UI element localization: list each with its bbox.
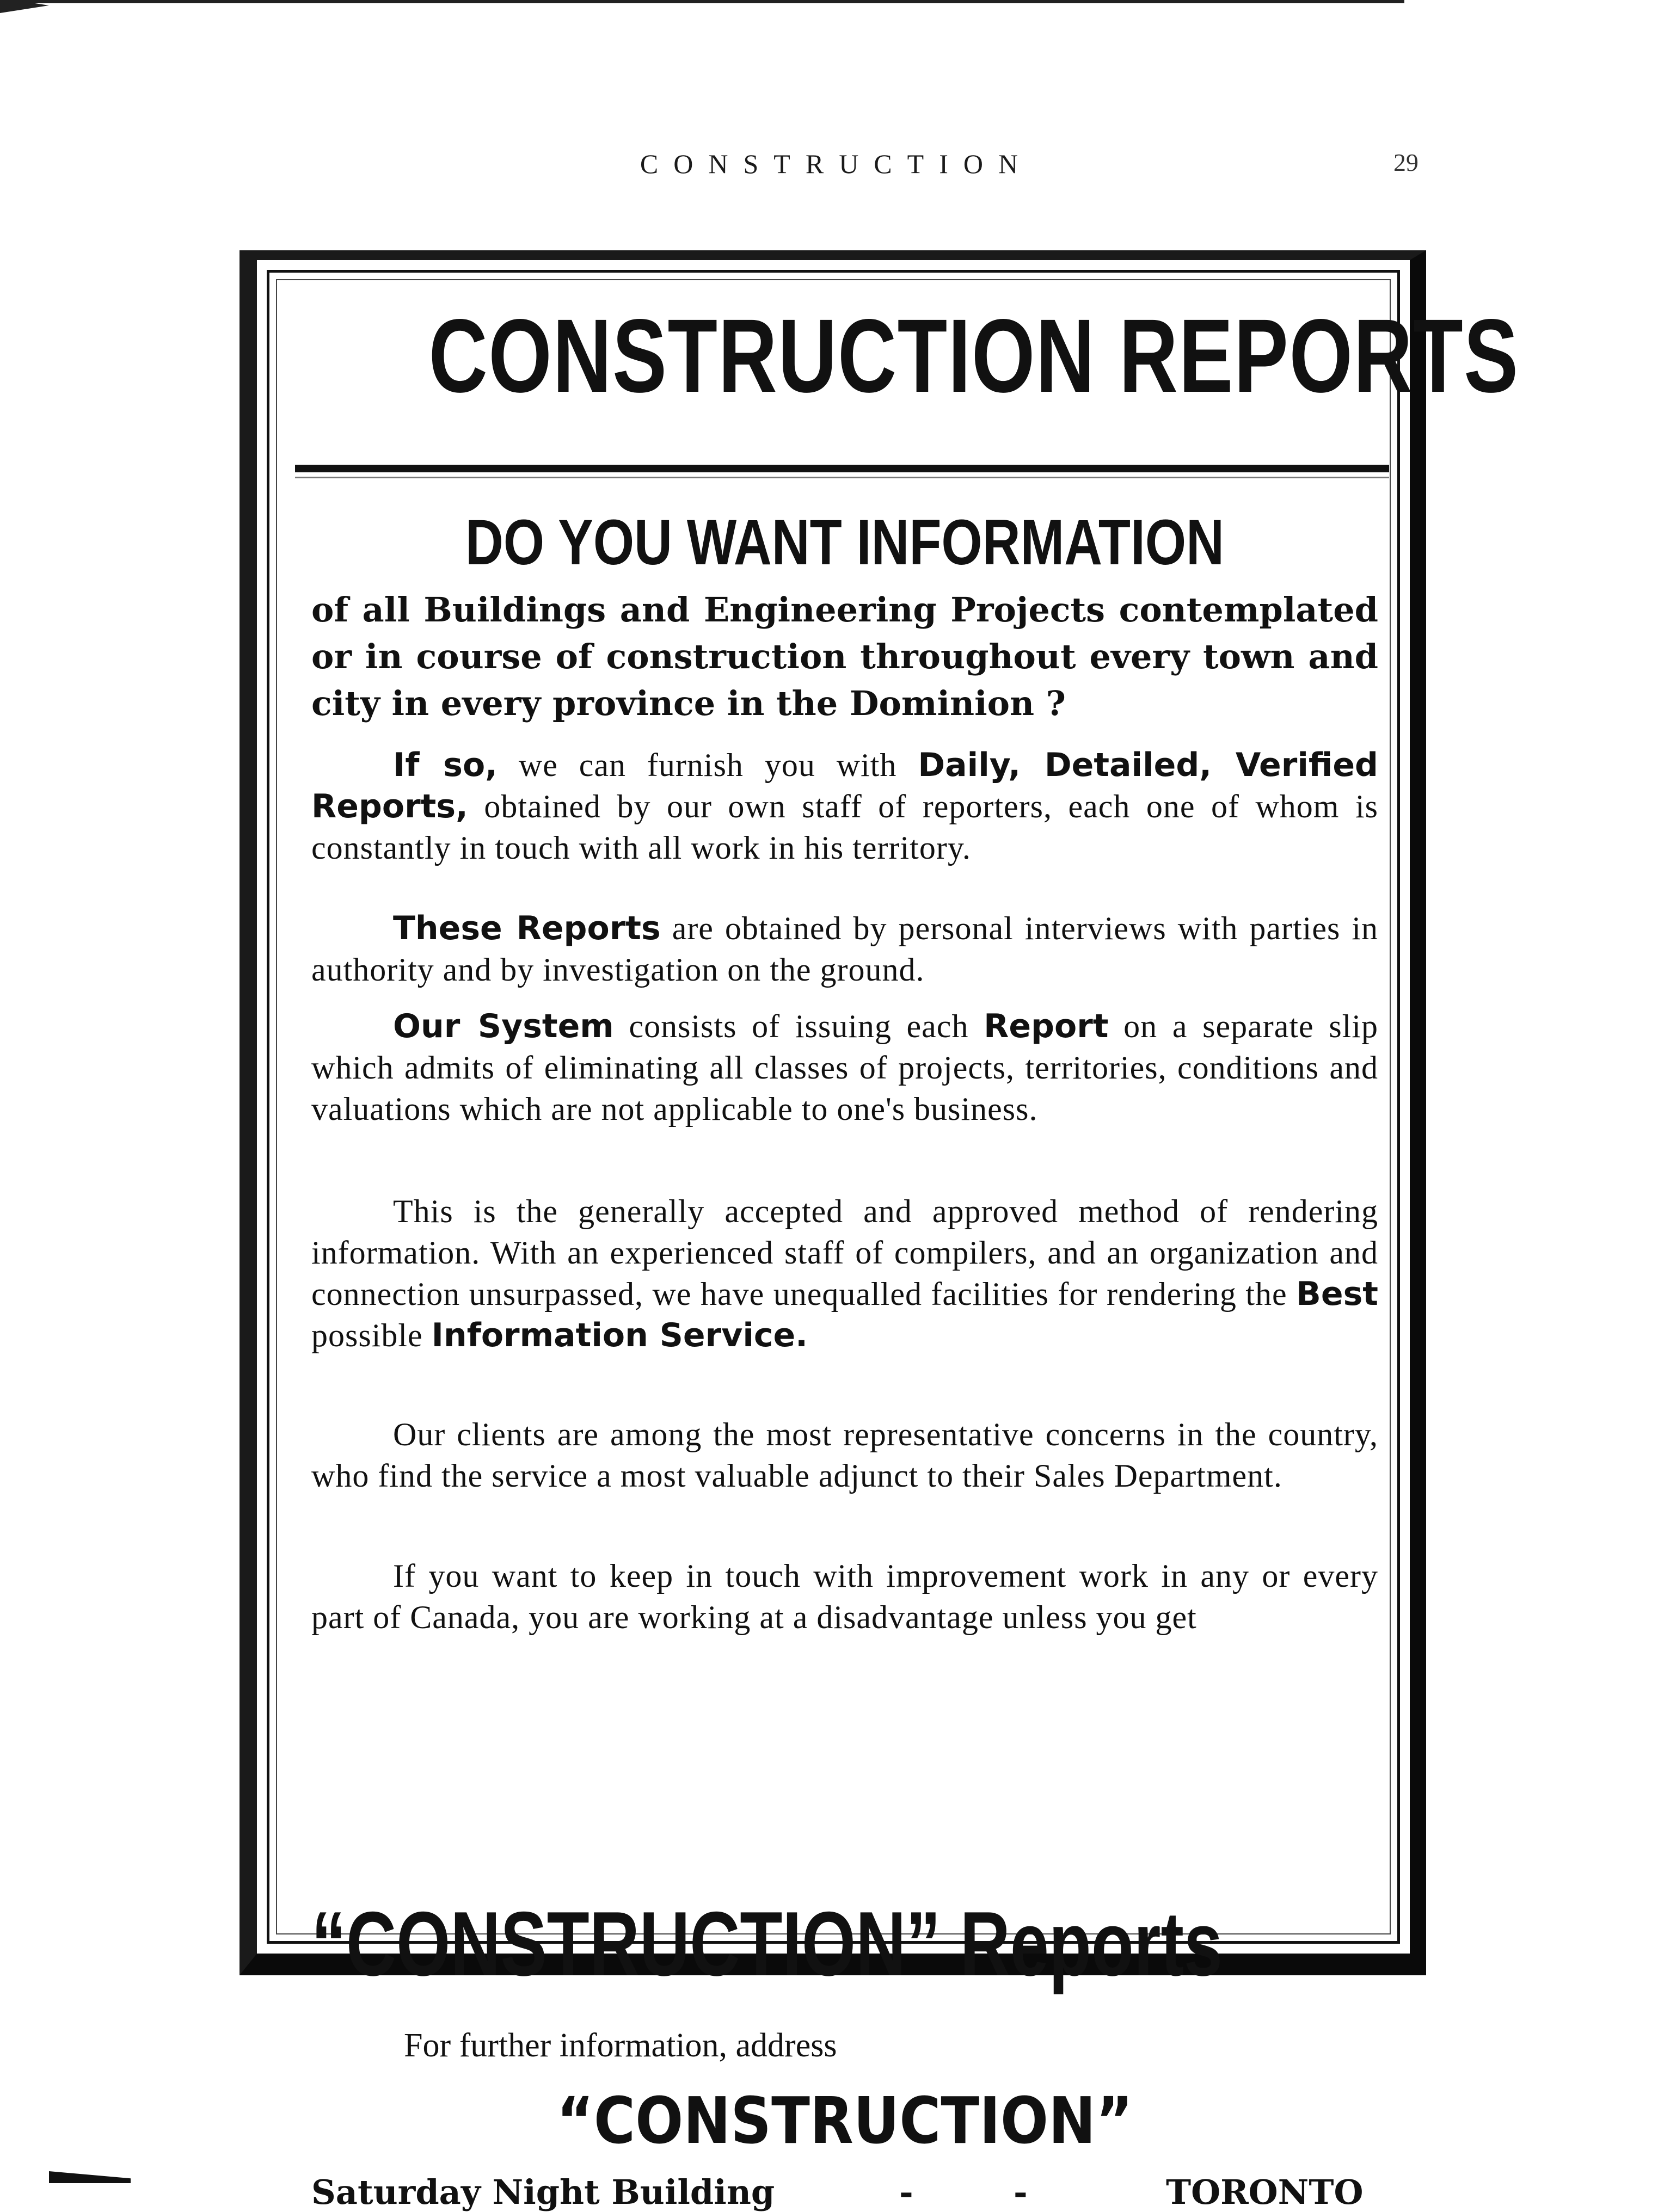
bold-phrase: Best <box>1296 1275 1378 1313</box>
paragraph-approved-method <box>311 1191 1378 1356</box>
further-information: For further information, address <box>404 2027 837 2064</box>
paragraph-our-system <box>311 1006 1378 1130</box>
bold-phrase: Daily, Detailed, Verified Reports, <box>311 746 1379 825</box>
lead-paragraph: of all Buildings and Engineering Projects contemplated or in course of construction throughout every town and city in every province in the Dominion ? <box>311 590 1378 723</box>
running-head: CONSTRUCTION <box>640 149 1034 179</box>
bold-phrase: Our System <box>393 1007 614 1045</box>
bold-phrase: These Reports <box>393 909 661 947</box>
title-rule-thin <box>295 477 1389 478</box>
paragraph-daily-reports <box>311 744 1378 868</box>
address-dash: - <box>899 2172 913 2212</box>
text-run: we can furnish you with <box>497 747 918 783</box>
paragraph-keep-in-touch <box>311 1555 1378 1638</box>
address-building: Saturday Night Building <box>311 2172 775 2212</box>
advertisement-title: CONSTRUCTION REPORTS <box>428 297 1519 414</box>
text-run: on a separate slip which admits of eliminating all classes of projects, territories, conditions and valuations which are not applicable to one's business. <box>311 1008 1379 1127</box>
scan-corner-mark <box>49 2171 131 2183</box>
paragraph-these-reports <box>311 908 1378 990</box>
title-rule <box>295 465 1389 472</box>
headline: DO YOU WANT INFORMATION <box>465 507 1224 578</box>
publisher-name: “CONSTRUCTION” <box>556 2083 1133 2158</box>
text-run: are obtained by personal interviews with parties in authority and by investigation on the ground. <box>311 910 1378 988</box>
bold-phrase: If so, <box>393 746 498 784</box>
text-run: obtained by our own staff of reporters, each one of whom is constantly in touch with all work in his territory. <box>311 788 1378 866</box>
scan-edge-arrow <box>0 0 49 13</box>
bold-phrase: Report <box>984 1007 1109 1045</box>
text-run: Our clients are among the most representative concerns in the country, who find the service a most valuable adjunct to their Sales Department. <box>311 1416 1378 1494</box>
text-run: consists of issuing each <box>613 1008 984 1044</box>
scan-edge-line <box>0 0 1404 3</box>
text-run: This is the generally accepted and approved method of rendering information. With an experienced staff of compilers, and an organization and connection unsurpassed, we have unequalled facilities for rendering the <box>311 1193 1378 1312</box>
page-number: 29 <box>1393 149 1418 176</box>
text-run: If you want to keep in touch with improvement work in any or every part of Canada, you are working at a disadvantage unless you get <box>311 1558 1378 1635</box>
bold-phrase: Information Service. <box>431 1316 808 1354</box>
address-dash: - <box>1014 2172 1028 2212</box>
reports-slogan: “CONSTRUCTION” Reports <box>311 1893 1223 1995</box>
advertisement-content <box>311 297 1519 2212</box>
text-run: possible <box>311 1317 432 1353</box>
advertisement-frame <box>240 250 1519 2212</box>
paragraph-clients <box>311 1414 1378 1496</box>
address-city: TORONTO <box>1166 2172 1364 2212</box>
